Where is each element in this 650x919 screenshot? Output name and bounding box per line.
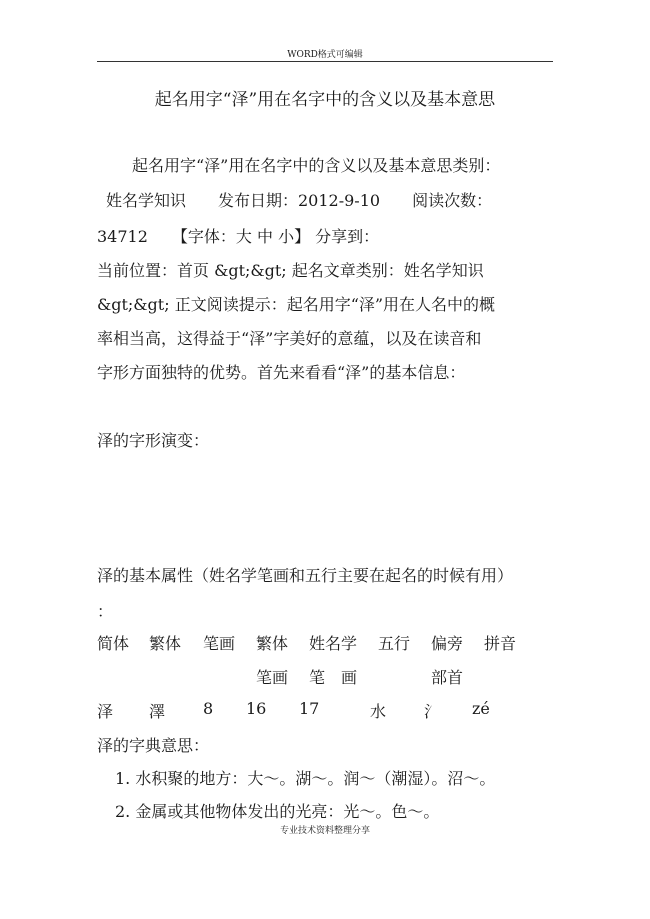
meta-line-5: &gt;&gt; 正文阅读提示：起名用字“泽”用在人名中的概 xyxy=(97,295,496,314)
table-header: 姓名学 xyxy=(309,634,358,653)
dictionary-item: 2. 金属或其他物体发出的光亮：光～。色～。 xyxy=(115,802,440,821)
table-cell: 17 xyxy=(299,699,320,718)
table-header: 拼音 xyxy=(484,634,517,653)
table-cell: 氵 xyxy=(424,702,441,721)
page-footer: 专业技术资料整理分享 xyxy=(279,826,370,836)
table-cell: 16 xyxy=(246,699,267,718)
table-cell: zé xyxy=(472,699,490,718)
page-header: WORD格式可编辑 xyxy=(287,50,363,60)
header-divider xyxy=(97,61,553,62)
evolution-heading: 泽的字形演变： xyxy=(97,431,210,450)
table-cell: 澤 xyxy=(149,702,166,721)
attributes-heading-cont: ： xyxy=(97,602,114,621)
table-header: 偏旁 xyxy=(431,634,464,653)
table-header: 繁体 xyxy=(256,634,289,653)
table-header: 笔画 xyxy=(203,634,236,653)
table-subheader: 笔画 xyxy=(256,668,289,687)
meta-line-2: 姓名学知识 发布日期：2012-9-10 阅读次数： xyxy=(106,191,493,210)
table-cell: 水 xyxy=(370,702,387,721)
table-header: 简体 xyxy=(97,634,130,653)
meta-line-1: 起名用字“泽”用在名字中的含义以及基本意思类别： xyxy=(132,156,501,175)
table-subheader: 部首 xyxy=(431,668,464,687)
table-subheader: 笔 画 xyxy=(309,668,358,687)
meta-line-6: 率相当高，这得益于“泽”字美好的意蕴，以及在读音和 xyxy=(97,329,482,348)
dictionary-heading: 泽的字典意思： xyxy=(97,736,210,755)
meta-line-3: 34712 【字体：大 中 小】 分享到： xyxy=(97,227,380,246)
attributes-heading: 泽的基本属性（姓名学笔画和五行主要在起名的时候有用） xyxy=(97,566,514,585)
document-title: 起名用字“泽”用在名字中的含义以及基本意思 xyxy=(154,90,496,110)
dictionary-item: 1. 水积聚的地方：大～。湖～。润～（潮湿）。沼～。 xyxy=(115,769,496,788)
table-header: 繁体 xyxy=(149,634,182,653)
table-cell: 8 xyxy=(203,699,214,718)
table-header: 五行 xyxy=(378,634,411,653)
meta-line-4: 当前位置：首页 &gt;&gt; 起名文章类别：姓名学知识 xyxy=(97,261,484,280)
table-cell: 泽 xyxy=(97,702,114,721)
meta-line-7: 字形方面独特的优势。首先来看看“泽”的基本信息： xyxy=(97,363,466,382)
